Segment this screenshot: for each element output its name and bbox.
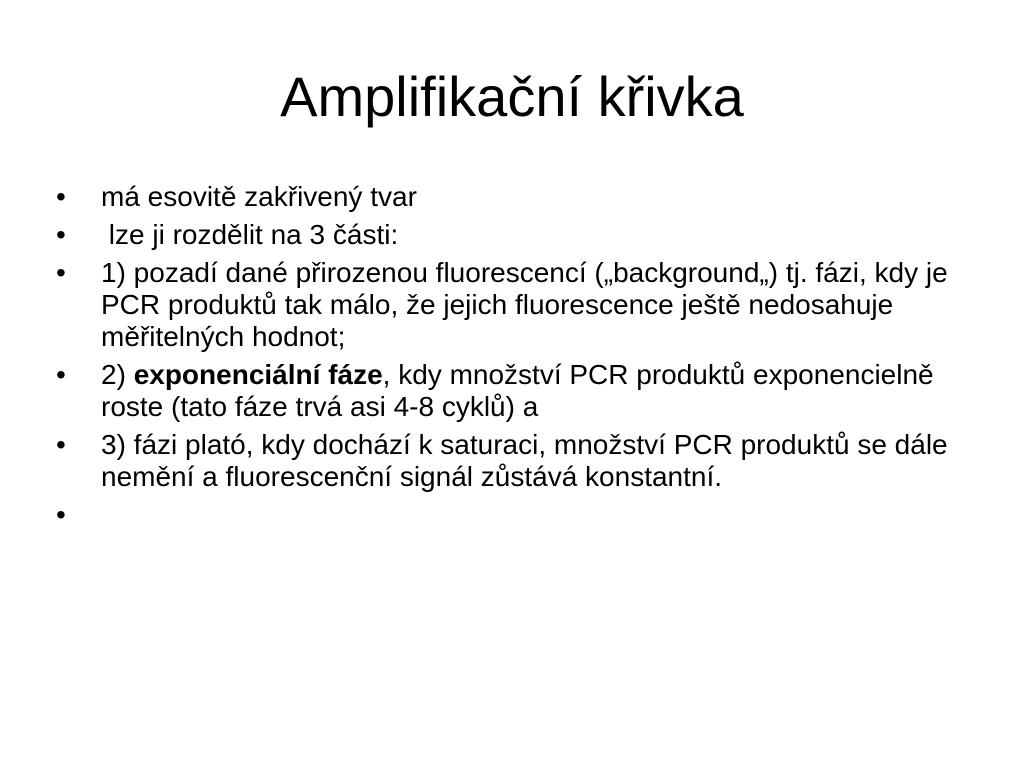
- bullet-marker: •: [56, 429, 66, 460]
- bullet-text: 3) fázi plató, kdy dochází k saturaci, množství PCR produktů se dále nemění a fluorescenční signál zůstává konstantní.: [101, 429, 948, 492]
- bullet-marker: •: [56, 181, 66, 212]
- bullet-text: má esovitě zakřivený tvar: [101, 181, 417, 212]
- bullet-item: [56, 181, 986, 213]
- bullet-marker: •: [56, 257, 66, 288]
- bullet-marker: •: [56, 359, 66, 390]
- bullet-text: lze ji rozdělit na 3 části:: [101, 219, 399, 250]
- bullet-item: [56, 257, 986, 353]
- bullet-text-bold: exponenciální fáze: [133, 359, 383, 390]
- bullet-marker: •: [56, 219, 66, 250]
- slide-title: Amplifikační křivka: [280, 65, 744, 128]
- bullet-item: [56, 359, 986, 423]
- bullet-item-empty: [56, 499, 986, 531]
- bullet-marker: •: [56, 499, 66, 530]
- bullet-text: 1) pozadí dané přirozenou fluorescencí („background„) tj. fázi, kdy je PCR produktů tak málo, že jejich fluorescence ještě nedosahuje měřitelných hodnot;: [101, 257, 948, 352]
- bullet-text-prefix: 2): [101, 359, 134, 390]
- bullet-item: [56, 429, 986, 493]
- bullet-item: [56, 219, 986, 251]
- bullet-list: [56, 181, 986, 537]
- bullet-text-suffix: , kdy množství PCR produktů exponencielně roste (tato fáze trvá asi 4-8 cyklů) a: [101, 359, 934, 422]
